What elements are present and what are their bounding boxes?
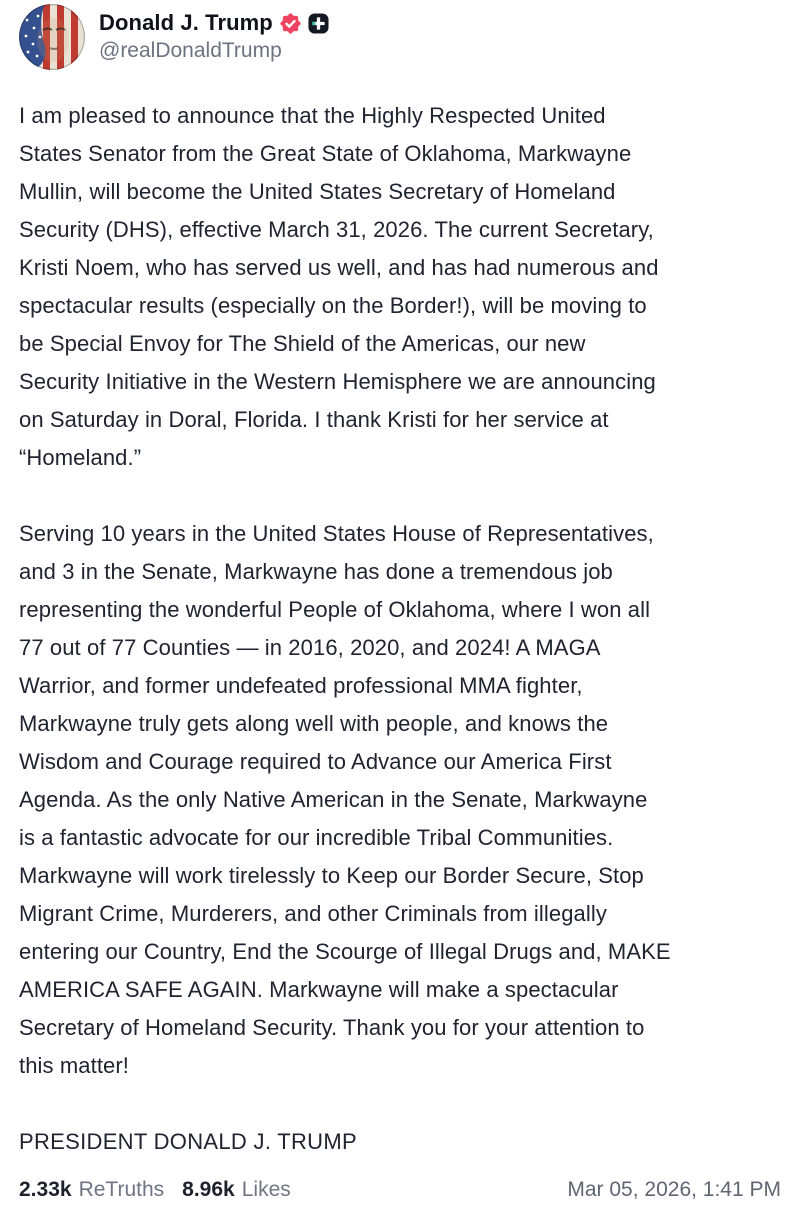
post-line: “Homeland.”: [19, 445, 142, 470]
post-header: [19, 3, 781, 71]
post-line: I am pleased to announce that the Highly Respected United: [19, 103, 606, 128]
retruths-count: 2.33k: [19, 1178, 72, 1201]
post-line: be Special Envoy for The Shield of the Americas, our new: [19, 331, 586, 356]
post-line: on Saturday in Doral, Florida. I thank Kristi for her service at: [19, 407, 609, 432]
post-line: Wisdom and Courage required to Advance our America First: [19, 749, 612, 774]
post-line: AMERICA SAFE AGAIN. Markwayne will make a spectacular: [19, 977, 619, 1002]
header-text: [99, 10, 329, 64]
user-handle[interactable]: @realDonaldTrump: [99, 39, 282, 62]
post-line: Secretary of Homeland Security. Thank you for your attention to: [19, 1015, 645, 1040]
post-line: Migrant Crime, Murderers, and other Criminals from illegally: [19, 901, 607, 926]
post-timestamp[interactable]: Mar 05, 2026, 1:41 PM: [567, 1178, 781, 1201]
post-line: Warrior, and former undefeated professional MMA fighter,: [19, 673, 583, 698]
post-line: and 3 in the Senate, Markwayne has done a tremendous job: [19, 559, 613, 584]
post-line: Agenda. As the only Native American in the Senate, Markwayne: [19, 787, 648, 812]
retruths-stat[interactable]: [19, 1176, 164, 1204]
post-paragraph: [19, 515, 781, 1085]
verified-icon: [280, 13, 301, 34]
plus-badge-icon: [308, 13, 329, 34]
post-line: is a fantastic advocate for our incredible Tribal Communities.: [19, 825, 614, 850]
post-line: Mullin, will become the United States Secretary of Homeland: [19, 179, 616, 204]
post-line: this matter!: [19, 1053, 130, 1078]
post-stats: [19, 1176, 291, 1204]
post-line: Markwayne truly gets along well with people, and knows the: [19, 711, 609, 736]
post-line: entering our Country, End the Scourge of Illegal Drugs and, MAKE: [19, 939, 671, 964]
avatar[interactable]: [19, 4, 85, 70]
post-line: States Senator from the Great State of Oklahoma, Markwayne: [19, 141, 632, 166]
post-signature: PRESIDENT DONALD J. TRUMP: [19, 1129, 357, 1154]
retruths-label: ReTruths: [78, 1178, 165, 1201]
display-name[interactable]: Donald J. Trump: [99, 10, 273, 35]
post-line: 77 out of 77 Counties — in 2016, 2020, and 2024! A MAGA: [19, 635, 601, 660]
post-body: [19, 97, 781, 1085]
post-line: spectacular results (especially on the Border!), will be moving to: [19, 293, 647, 318]
post-line: Security Initiative in the Western Hemisphere we are announcing: [19, 369, 656, 394]
flag-face-avatar: [19, 4, 85, 70]
likes-label: Likes: [241, 1178, 291, 1201]
post-line: Kristi Noem, who has served us well, and has had numerous and: [19, 255, 659, 280]
post-line: Serving 10 years in the United States House of Representatives,: [19, 521, 654, 546]
post-line: Markwayne will work tirelessly to Keep our Border Secure, Stop: [19, 863, 644, 888]
post-footer: [19, 1176, 781, 1204]
likes-count: 8.96k: [182, 1178, 235, 1201]
post-line: Security (DHS), effective March 31, 2026. The current Secretary,: [19, 217, 654, 242]
post-paragraph: [19, 97, 781, 477]
likes-stat[interactable]: [182, 1176, 291, 1204]
post-line: representing the wonderful People of Oklahoma, where I won all: [19, 597, 651, 622]
